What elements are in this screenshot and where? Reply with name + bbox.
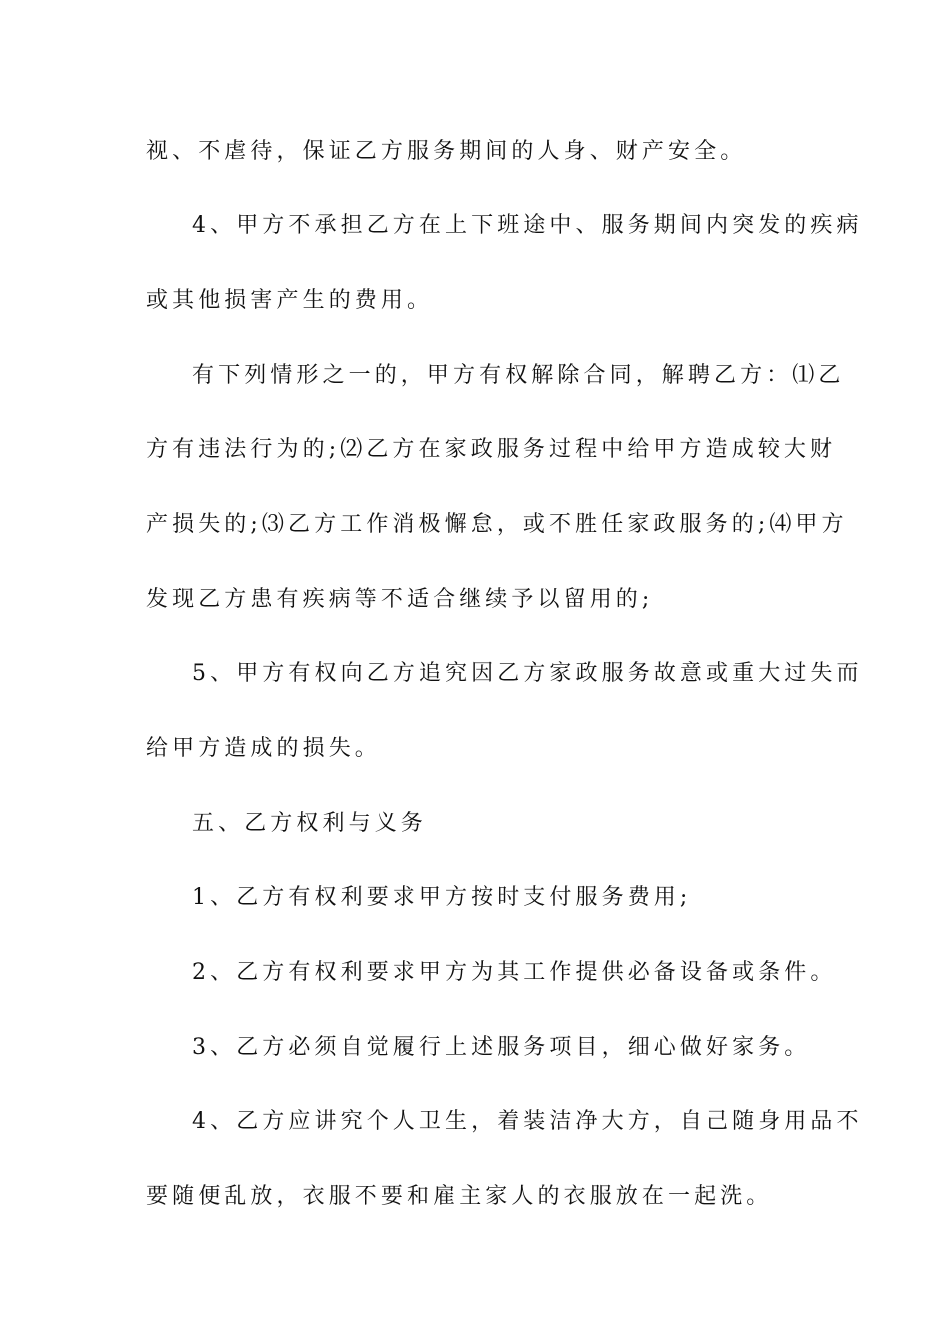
text-line: 4、乙方应讲究个人卫生，着装洁净大方，自己随身用品不 xyxy=(192,1109,863,1134)
text-line: 或其他损害产生的费用。 xyxy=(146,288,434,313)
text-line: 方有违法行为的;⑵乙方在家政服务过程中给甲方造成较大财 xyxy=(146,437,837,462)
text-line: 2、乙方有权利要求甲方为其工作提供必备设备或条件。 xyxy=(192,960,837,985)
text-line: 5、甲方有权向乙方追究因乙方家政服务故意或重大过失而 xyxy=(192,661,863,686)
text-line: 有下列情形之一的，甲方有权解除合同，解聘乙方：⑴乙 xyxy=(192,363,845,388)
text-line: 产损失的;⑶乙方工作消极懈怠，或不胜任家政服务的;⑷甲方 xyxy=(146,512,848,537)
text-line: 3、乙方必须自觉履行上述服务项目，细心做好家务。 xyxy=(192,1035,811,1060)
text-line: 4、甲方不承担乙方在上下班途中、服务期间内突发的疾病 xyxy=(192,213,863,238)
text-line: 1、乙方有权利要求甲方按时支付服务费用; xyxy=(192,885,692,910)
text-line: 要随便乱放，衣服不要和雇主家人的衣服放在一起洗。 xyxy=(146,1184,773,1209)
text-line: 给甲方造成的损失。 xyxy=(146,736,381,761)
text-line: 发现乙方患有疾病等不适合继续予以留用的; xyxy=(146,587,654,612)
section-heading: 五、乙方权利与义务 xyxy=(192,811,427,836)
text-line: 视、不虐待，保证乙方服务期间的人身、财产安全。 xyxy=(146,139,747,164)
